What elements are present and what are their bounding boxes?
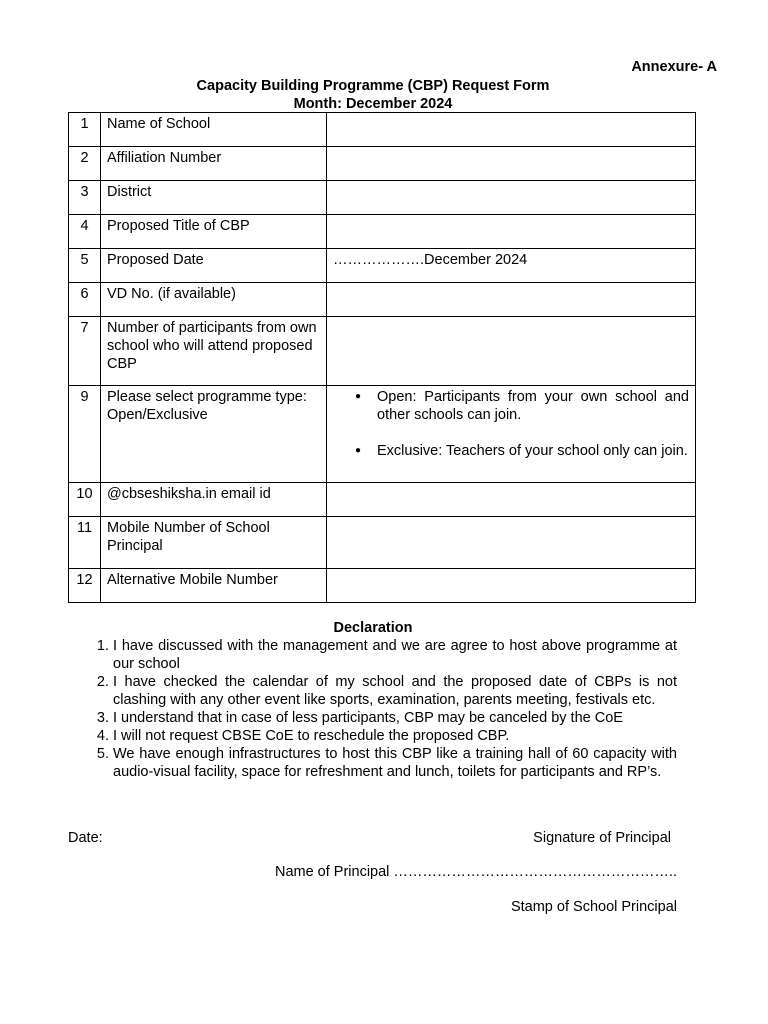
cbp-title-field[interactable] — [327, 215, 696, 249]
district-field[interactable] — [327, 181, 696, 215]
row-number: 7 — [69, 317, 101, 386]
row-number: 12 — [69, 569, 101, 603]
row-label: Proposed Title of CBP — [101, 215, 327, 249]
row-label: Proposed Date — [101, 249, 327, 283]
form-title-line-1: Capacity Building Programme (CBP) Request Form — [196, 78, 550, 94]
declaration-item: 2. I have checked the calendar of my school and the proposed date of CBPs is not clashing with any other event like sports, examination, parents meeting, festivals etc. — [113, 673, 677, 709]
request-form-table — [68, 112, 696, 603]
row-label: Number of participants from own school who will attend proposed CBP — [101, 317, 327, 386]
programme-type-options — [327, 386, 696, 483]
row-label: VD No. (if available) — [101, 283, 327, 317]
declaration-list — [68, 637, 677, 781]
row-label: Affiliation Number — [101, 147, 327, 181]
date-label: Date: — [68, 830, 103, 846]
stamp-label: Stamp of School Principal — [510, 899, 677, 915]
row-number: 11 — [69, 517, 101, 569]
row-label: Alternative Mobile Number — [101, 569, 327, 603]
row-label: Please select programme type: Open/Exclusive — [101, 386, 327, 483]
row-number: 10 — [69, 483, 101, 517]
row-label: Mobile Number of School Principal — [101, 517, 327, 569]
declaration-item: 5. We have enough infrastructures to host this CBP like a training hall of 60 capacity with audio-visual facility, space for refreshment and lunch, toilets for participants and RP’s. — [113, 745, 677, 781]
declaration-item: 3. I understand that in case of less participants, CBP may be canceled by the CoE — [113, 709, 677, 727]
row-number: 9 — [69, 386, 101, 483]
school-name-field[interactable] — [327, 113, 696, 147]
alternative-mobile-field[interactable] — [327, 569, 696, 603]
table-row — [69, 569, 696, 603]
row-number: 5 — [69, 249, 101, 283]
email-field[interactable] — [327, 483, 696, 517]
principal-name-label: Name of Principal ………………………………………………….. — [274, 864, 677, 880]
form-title — [0, 77, 746, 113]
form-title-line-2: Month: December 2024 — [293, 96, 453, 112]
declaration-item: 4. I will not request CBSE CoE to reschedule the proposed CBP. — [113, 727, 677, 745]
proposed-date-field[interactable]: ……………….December 2024 — [327, 249, 696, 283]
table-row — [69, 517, 696, 569]
row-label: Name of School — [101, 113, 327, 147]
table-row — [69, 215, 696, 249]
table-row — [69, 386, 696, 483]
table-row — [69, 249, 696, 283]
row-number: 6 — [69, 283, 101, 317]
table-row — [69, 113, 696, 147]
table-row — [69, 181, 696, 215]
annexure-label: Annexure- A — [631, 59, 717, 75]
option-exclusive[interactable]: ● Exclusive: Teachers of your school only can join. — [377, 442, 689, 460]
principal-mobile-field[interactable] — [327, 517, 696, 569]
option-open[interactable]: ● Open: Participants from your own school and other schools can join. — [377, 388, 689, 424]
declaration-title: Declaration — [333, 620, 413, 636]
table-row — [69, 147, 696, 181]
affiliation-number-field[interactable] — [327, 147, 696, 181]
table-row — [69, 283, 696, 317]
signature-label: Signature of Principal — [533, 830, 671, 846]
row-label: @cbseshiksha.in email id — [101, 483, 327, 517]
row-number: 1 — [69, 113, 101, 147]
row-number: 3 — [69, 181, 101, 215]
table-row — [69, 483, 696, 517]
row-label: District — [101, 181, 327, 215]
participants-count-field[interactable] — [327, 317, 696, 386]
table-row — [69, 317, 696, 386]
row-number: 4 — [69, 215, 101, 249]
declaration-item: 1. I have discussed with the management and we are agree to host above programme at our school — [113, 637, 677, 673]
row-number: 2 — [69, 147, 101, 181]
vd-number-field[interactable] — [327, 283, 696, 317]
